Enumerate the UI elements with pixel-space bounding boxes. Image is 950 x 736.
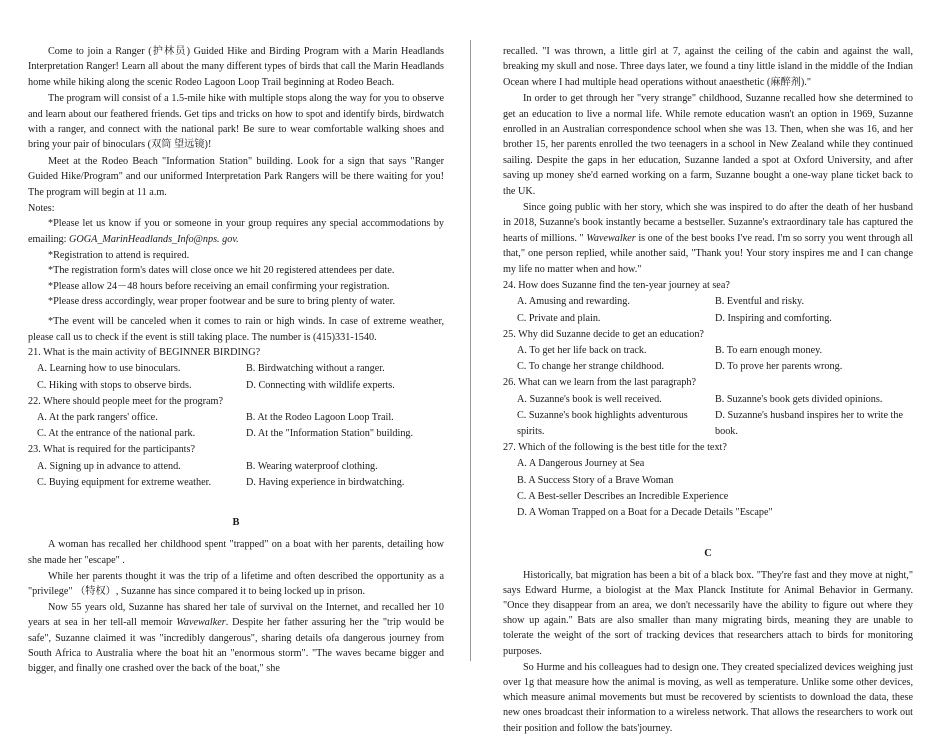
question-26-options-row-2	[503, 408, 913, 440]
question-24-stem: 24. How does Suzanne find the ten-year journey at sea?	[503, 280, 730, 292]
note-item-3: *The registration form's dates will close once we hit 20 registered attendees per date.	[48, 265, 395, 277]
note-email-address: GOGA_MarinHeadlands_Info@nps. gov.	[69, 234, 239, 246]
note-item-1	[28, 216, 444, 247]
passage-c-spacer	[503, 530, 913, 545]
question-27-stem: 27. Which of the following is the best title for the text?	[503, 442, 727, 454]
question-25-option-c[interactable]: C. To change her strange childhood.	[517, 361, 665, 373]
passage-b-paragraph-1: A woman has recalled her childhood spent "trapped" on a boat with her parents, detailing how she made her "escape" .	[28, 539, 444, 566]
passage-c-paragraph-1: Historically, bat migration has been a bit of a black box. "They're fast and they move at night," says Edward Hurme, a biologist at the Max Planck Institute for Animal Behavior in Germany. "Once they disappear from an area, we don't necessarily have the ability to figure out where they show up again." Bats are also smaller than many migrating birds, meaning they are unable to tolerate the weight of the sort of tracking devices that researchers attach to birds for monitoring purposes.	[503, 569, 913, 657]
passage-c-letter: C	[704, 547, 712, 559]
passage-b-paragraph-2: While her parents thought it was the trip of a lifetime and often described the opportunity as a "privilege" （特权）, Suzanne has since compared it to being locked up in prison.	[28, 570, 444, 598]
question-25-options-row-1	[503, 343, 913, 359]
question-23-option-c[interactable]: C. Buying equipment for extreme weather.	[37, 476, 211, 488]
question-21-option-b[interactable]: B. Birdwatching without a ranger.	[246, 363, 385, 375]
question-23-stem: 23. What is required for the participants?	[28, 444, 195, 456]
question-26-stem: 26. What can we learn from the last paragraph?	[503, 377, 697, 389]
note-item-5: *Please dress accordingly, wear proper footwear and be sure to bring plenty of water.	[48, 296, 396, 308]
passage-c-top-gap	[503, 521, 913, 530]
question-24-options-row-2	[503, 311, 913, 327]
question-22-options-row-2	[28, 426, 444, 442]
question-21-option-a[interactable]: A. Learning how to use binoculars.	[37, 363, 181, 375]
question-26-option-b[interactable]: B. Suzanne's book gets divided opinions.	[715, 393, 883, 405]
question-25-options-row-2	[503, 359, 913, 375]
question-26-option-a[interactable]: A. Suzanne's book is well received.	[517, 393, 662, 405]
question-26-options-row-1	[503, 392, 913, 408]
question-21-option-c[interactable]: C. Hiking with stops to observe birds.	[37, 379, 192, 391]
question-27-option-a[interactable]: A. A Dangerous Journey at Sea	[517, 458, 645, 470]
question-21-options-row-2	[28, 378, 444, 394]
question-27-option-c[interactable]: C. A Best-seller Describes an Incredible Experience	[517, 490, 729, 502]
question-22-option-a[interactable]: A. At the park rangers' office.	[37, 412, 158, 424]
passage-b-continued-paragraph-1: recalled. "I was thrown, a little girl at 7, against the ceiling of the cabin and against the wall, breaking my skull and nose. Three days later, we found a tiny little island in the middle of the Indian Ocean where I had multiple head operations without anaesthetic (麻醉剂)."	[503, 46, 913, 88]
passage-b-continued-paragraph-2: In order to get through her "very strange" childhood, Suzanne recalled how she determined to get an education to live a normal life. While remote education wasn't an option in 1969, Suzanne enrolled in an Australian correspondence school when she was 13. Then, when she was 16, and her brother 15, her parents enrolled the two teenagers in a school in New Zealand while they continued sailing. Despite the gaps in her education, Suzanne landed a spot at Oxford University, and after saving up money she'd earned working on a farm, Suzanne bought a one-way plane ticket back to the UK.	[503, 93, 913, 197]
question-21-option-d[interactable]: D. Connecting with wildlife experts.	[246, 379, 395, 391]
question-22-option-b[interactable]: B. At the Rodeo Lagoon Loop Trail.	[246, 412, 394, 424]
question-24-option-a[interactable]: A. Amusing and rewarding.	[517, 296, 630, 308]
right-column	[483, 44, 913, 734]
passage-b-top-gap	[28, 491, 444, 500]
question-23-options-row-1	[28, 459, 444, 475]
passage-c-paragraph-2: So Hurme and his colleagues had to design one. They created specialized devices weighing just over 1g that measure how the animal is moving, as well as temperature. Unlike some other devices, which measure animal movements but must be recovered by scientists to download the data, these new ones broadcast their information to a wireless network. That allows the researchers to work out their position and follow the bats'journey.	[503, 661, 913, 734]
two-column-layout	[28, 44, 928, 734]
question-24-option-c[interactable]: C. Private and plain.	[517, 312, 601, 324]
question-23-option-a[interactable]: A. Signing up in advance to attend.	[37, 460, 181, 472]
question-27-option-d[interactable]: D. A Woman Trapped on a Boat for a Decade Details "Escape"	[517, 506, 773, 518]
question-21-options-row-1	[28, 361, 444, 377]
question-24-option-b[interactable]: B. Eventful and risky.	[715, 296, 805, 308]
note-item-4: *Please allow 24－48 hours before receiving an email confirming your registration.	[48, 280, 390, 292]
note-1-text: *Please let us know if you or someone in your group requires any special accommodations by emailing: GOGA_MarinHeadlands_Info@nps. gov.	[28, 218, 444, 246]
passage-a-paragraph-2: The program will consist of a 1.5-mile hike with multiple stops along the way for you to observe and learn about our feathered friends. Get tips and tricks on how to spot and identify birds, birdwatch with a ranger, and connect with the national park! Be sure to wear comfortable walking shoes and bring your pair of binoculars (双筒 望远镜)!	[28, 93, 444, 151]
question-23-options-row-2	[28, 475, 444, 491]
question-22-option-c[interactable]: C. At the entrance of the national park.	[37, 428, 196, 440]
question-26-option-c[interactable]: C. Suzanne's book highlights adventurous spirits.	[517, 409, 688, 437]
question-25-option-d[interactable]: D. To prove her parents wrong.	[715, 361, 843, 373]
question-25-option-a[interactable]: A. To get her life back on track.	[517, 344, 647, 356]
question-25-option-b[interactable]: B. To earn enough money.	[715, 344, 823, 356]
question-24-options-row-1	[503, 294, 913, 310]
question-27-option-b[interactable]: B. A Success Story of a Brave Woman	[517, 474, 674, 486]
question-23-option-b[interactable]: B. Wearing waterproof clothing.	[246, 460, 378, 472]
memoir-title: Wavewalker	[176, 617, 226, 629]
column-divider	[470, 40, 471, 661]
memoir-title: Wavewalker	[586, 232, 636, 244]
left-column	[28, 44, 458, 675]
passage-b-spacer	[28, 500, 444, 515]
question-25-stem: 25. Why did Suzanne decide to get an education?	[503, 328, 704, 340]
notes-label: Notes:	[28, 203, 55, 215]
question-21-stem: 21. What is the main activity of BEGINNER BIRDING?	[28, 347, 261, 359]
passage-a-paragraph-1: Come to join a Ranger (护林员) Guided Hike and Birding Program with a Marin Headlands Interpretation Ranger! Learn all about the many different types of birds that call the Marin Headlands home while hiking along the scenic Rodeo Lagoon Loop Trail beginning at Rodeo Beach.	[28, 46, 444, 88]
question-23-option-d[interactable]: D. Having experience in birdwatching.	[246, 476, 405, 488]
note-item-6: *The event will be canceled when it comes to rain or high winds. In case of extreme weather, please call us to check if the event is still taking place. The number is (415)331-1540.	[28, 316, 444, 343]
passage-a-paragraph-3: Meet at the Rodeo Beach "Information Station" building. Look for a sign that says "Ranger Guided Hike/Program" and our uniformed Interpretation Park Rangers will be there waiting for you! The program will begin at 11 a.m.	[28, 155, 444, 198]
question-22-options-row-1	[28, 410, 444, 426]
question-24-option-d[interactable]: D. Inspiring and comforting.	[715, 312, 832, 324]
passage-b-continued-paragraph-3: Since going public with her story, which she was inspired to do after the death of her husband in 2018, Suzanne's book instantly became a bestseller. Suzanne's extraordinary tale has captured the hearts of millions. " Wavewalker is one of the best books I've read. I'm so sorry you went through all that," one person replied, while another said, "Thank you! Your story inspires me and I can change my life no matter when and how."	[503, 202, 913, 275]
passage-b-paragraph-3: Now 55 years old, Suzanne has shared her tale of survival on the Internet, and recalled her 10 years at sea in her tell-all memoir Wavewalker. Despite her father assuring her the "trip would be safe", Suzanne claimed it was "incredibly dangerous", sharing details ofa dangerous journey from South Africa to Australia where the boat hit an "enormous storm". "The waves became bigger and bigger, and finally one crashed over the back of the boat," she	[28, 602, 444, 675]
question-22-option-d[interactable]: D. At the "Information Station" building.	[246, 428, 414, 440]
passage-b-letter: B	[232, 517, 240, 529]
note-item-2: *Registration to attend is required.	[48, 249, 190, 261]
question-26-option-d[interactable]: D. Suzanne's husband inspires her to write the book.	[715, 409, 904, 437]
question-22-stem: 22. Where should people meet for the program?	[28, 395, 224, 407]
